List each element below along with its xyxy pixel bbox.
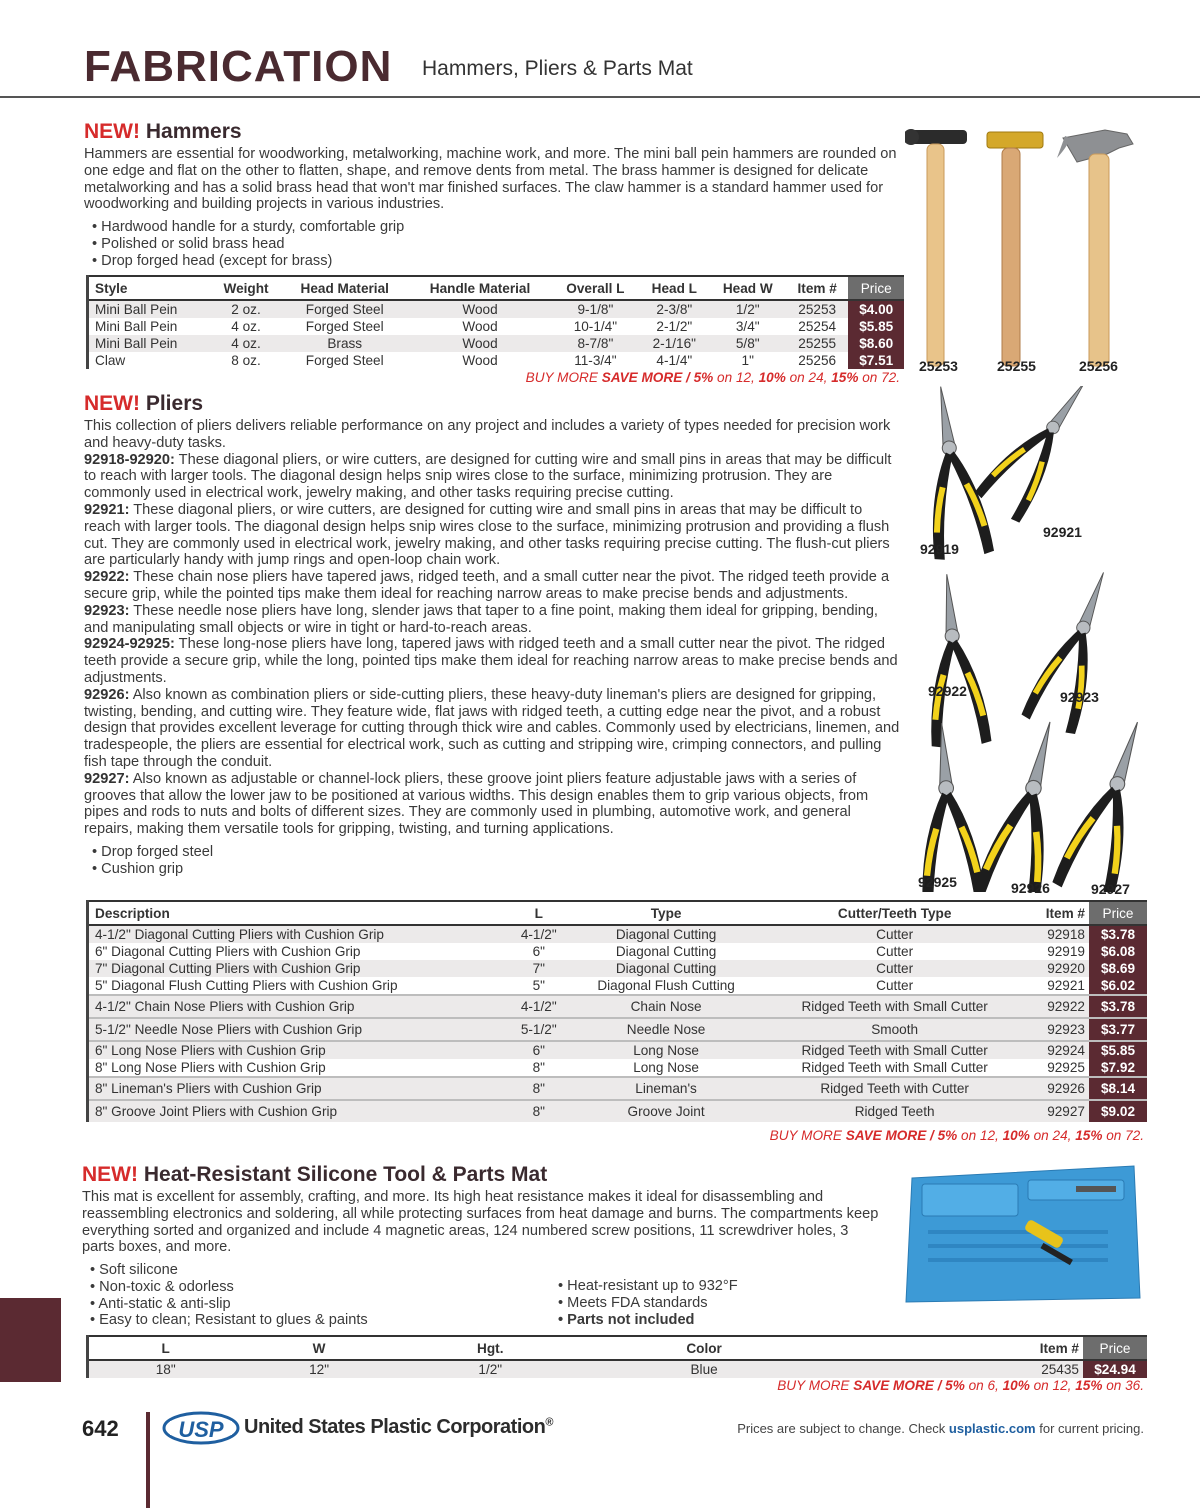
pliers-section	[84, 392, 902, 878]
company-name	[244, 1416, 553, 1439]
table-cell: 8"	[532, 1060, 545, 1075]
diagonal-pliers-icon	[911, 386, 994, 561]
bullet-item: • Hardwood handle for a sturdy, comfortable grip	[92, 219, 902, 236]
col-header: Item #	[823, 1336, 1083, 1360]
discount-3: 15%	[831, 370, 859, 385]
table-cell: 8 oz.	[231, 353, 261, 368]
mat-description: This mat is excellent for assembly, crafting, and more. Its high heat resistance makes it ideal for disassembling and reassembling electronics and soldering, all while protecting surfaces from heat damage and burns. The compartments keep everything sorted and organized and include 4 magnetic areas, 124 numbered screw positions, 11 screwdriver holes, 3 parts boxes, and more.	[82, 1189, 879, 1256]
image-label: 92927	[1091, 881, 1130, 897]
table-cell: Diagonal Flush Cutting	[597, 978, 735, 993]
item-code: 92922:	[84, 569, 130, 586]
buymore-text: on 72.	[1102, 1128, 1144, 1143]
table-cell: 11-3/4"	[574, 353, 617, 368]
table-cell: 1/2"	[710, 300, 786, 318]
pliers-title: Pliers	[145, 392, 204, 415]
table-cell: Mini Ball Pein	[89, 335, 211, 352]
price-cell: $8.60	[848, 335, 904, 352]
table-cell: Diagonal Cutting	[568, 960, 764, 977]
table-cell: Groove Joint	[568, 1100, 764, 1122]
col-header: Price	[1083, 1336, 1147, 1360]
table-cell: 2-3/8"	[639, 300, 709, 318]
table-cell: Claw	[95, 353, 126, 368]
price-cell: $3.78	[1089, 995, 1147, 1018]
table-row	[89, 995, 1147, 1018]
table-cell: 8" Groove Joint Pliers with Cushion Grip	[89, 1100, 509, 1122]
table-cell: Ridged Teeth with Small Cutter	[764, 995, 1025, 1018]
hammers-heading	[84, 120, 902, 144]
hammers-description: Hammers are essential for woodworking, metalworking, machine work, and more. The mini ball pein hammers are rounded on one edge and flat on the other to flatten, shape, and remove dents from metal. The brass hammer is designed for delicate metalworking and has a solid brass head that won't mar finished surfaces. The claw hammer is a standard hammer used for woodworking and building projects in various industries.	[84, 146, 897, 213]
col-header: Item #	[1025, 901, 1089, 925]
new-badge: NEW!	[84, 392, 140, 415]
image-label: 92925	[918, 874, 957, 890]
item-desc: Also known as combination pliers or side-cutting pliers, these heavy-duty lineman's pliers are designed for gripping, twisting, bending, and cutting wire. They feature wide, flat jaws with ridged teeth, a cutting edge near the pivot, and a robust design that provides excellent leverage for cutting through thick wire and cables. Commonly used by electricians, linemen, and tradespeople, the pliers are essential for electrical work, such as cutting and stripping wire, crimping connectors, and pulling fish tape through the conduit.	[84, 686, 900, 770]
claw-hammer-icon	[1057, 130, 1133, 366]
flush-cut-pliers-icon	[974, 386, 1107, 524]
hammers-table	[89, 275, 904, 369]
pricing-note	[737, 1421, 1144, 1436]
table-cell: 3/4"	[735, 319, 760, 334]
bullet-item: • Drop forged head (except for brass)	[92, 253, 902, 270]
bullet-item: • Drop forged steel	[92, 844, 902, 861]
table-cell: 5/8"	[710, 335, 786, 352]
price-cell: $8.14	[1089, 1077, 1147, 1100]
table-cell: 4-1/2"	[509, 995, 568, 1018]
col-header: Price	[1089, 901, 1147, 925]
price-cell: $3.78	[1089, 925, 1147, 943]
table-cell: Mini Ball Pein	[95, 319, 178, 334]
mat-bullets-left	[90, 1262, 368, 1329]
table-header-row	[89, 1336, 1147, 1360]
price-cell: $9.02	[1089, 1100, 1147, 1122]
discount-2: 10%	[1002, 1378, 1030, 1393]
pliers-item-text	[84, 771, 902, 838]
col-header: Description	[89, 901, 509, 925]
table-cell: Lineman's	[568, 1077, 764, 1100]
table-cell: 12"	[242, 1360, 395, 1378]
table-cell: Forged Steel	[305, 319, 384, 334]
price-cell: $7.51	[848, 352, 904, 369]
table-cell: 92925	[1047, 1060, 1085, 1075]
item-code: 92923:	[84, 602, 130, 619]
item-desc: Also known as adjustable or channel-lock pliers, these groove joint pliers feature adjustable jaws with a series of grooves that allow the lower jaw to be positioned at various widths. This design enables them to grip various objects, from pipes and rods to nuts and bolts of different sizes. They are commonly used in plumbing, automotive work, and general repairs, making them versatile tools for gripping, twisting, and turning applications.	[84, 770, 869, 838]
col-header: Type	[568, 901, 764, 925]
header-rule	[0, 96, 1200, 98]
pliers-item-text	[84, 569, 902, 603]
col-header: Head Material	[281, 276, 408, 300]
item-desc: These diagonal pliers, or wire cutters, are designed for cutting wire and small pins in areas that may be difficult to reach with larger tools. The diagonal design helps snip wires close to the surface, minimizing protrusion and providing a flush cut. They are commonly used in electrical work, jewelry making, and other tasks requiring precise cutting. The flush-cut pliers are particularly handy with jump rings and open-loop chain work.	[84, 501, 890, 569]
table-cell: 4-1/4"	[656, 353, 693, 368]
price-cell: $24.94	[1083, 1360, 1147, 1378]
price-cell: $6.02	[1089, 977, 1147, 995]
image-label: 92926	[1011, 880, 1050, 896]
table-header-row	[89, 901, 1147, 925]
table-cell: Blue	[585, 1360, 824, 1378]
pliers-item-text	[84, 603, 902, 637]
image-label: 92923	[1060, 689, 1099, 705]
table-cell: 4-1/2"	[509, 925, 568, 943]
mat-title: Heat-Resistant Silicone Tool & Parts Mat	[143, 1163, 548, 1186]
table-cell: 4-1/2" Chain Nose Pliers with Cushion Grip	[89, 995, 509, 1018]
image-label: 92922	[928, 683, 967, 699]
image-label: 25256	[1079, 358, 1118, 374]
long-nose-pliers-icon	[910, 721, 985, 892]
table-cell: 92923	[1025, 1018, 1089, 1041]
price-cell: $8.69	[1089, 960, 1147, 977]
table-cell: 92920	[1025, 960, 1089, 977]
table-row	[89, 925, 1147, 943]
table-row	[89, 335, 904, 352]
table-cell: 2 oz.	[211, 300, 281, 318]
discount-1: 5%	[693, 370, 714, 385]
table-cell: 6"	[532, 944, 545, 959]
buymore-text: BUY MORE	[777, 1378, 854, 1393]
pliers-description	[84, 418, 902, 838]
bullet-item: • Non-toxic & odorless	[90, 1279, 368, 1296]
item-desc: These long-nose pliers have long, tapered jaws with ridged teeth and a small cutter near the pivot. The ridged teeth provide a secure grip, while the long, pointed tips make them ideal for reaching narrow areas to make precise bends and adjustments.	[84, 636, 898, 686]
col-header: Head W	[710, 276, 786, 300]
pliers-intro: This collection of pliers delivers reliable performance on any project and includes a variety of types needed for precision work and heavy-duty tasks.	[84, 418, 891, 451]
discount-3: 15%	[1075, 1378, 1103, 1393]
mat-section	[82, 1163, 882, 1256]
mat-table	[89, 1335, 1147, 1378]
table-cell: 4 oz.	[231, 319, 261, 334]
bullet-item: • Cushion grip	[92, 861, 902, 878]
hammers-buy-more	[300, 370, 900, 385]
table-row	[89, 352, 904, 369]
discount-3: 15%	[1075, 1128, 1103, 1143]
ball-pein-hammer-icon	[905, 129, 967, 366]
table-row	[89, 1360, 1147, 1378]
col-header: Handle Material	[408, 276, 551, 300]
table-cell: Smooth	[764, 1018, 1025, 1041]
table-cell: 10-1/4"	[573, 319, 618, 334]
table-cell: 5-1/2"	[509, 1018, 568, 1041]
bullet-item: • Parts not included	[558, 1312, 738, 1329]
col-header: L	[509, 901, 568, 925]
buymore-text: on 24,	[1029, 1128, 1076, 1143]
item-code: 92927:	[84, 770, 130, 787]
table-cell: Needle Nose	[568, 1018, 764, 1041]
col-header: Style	[89, 276, 211, 300]
category-title: FABRICATION	[84, 42, 393, 91]
table-cell: 6"	[509, 1041, 568, 1059]
table-cell: 5" Diagonal Flush Cutting Pliers with Cushion Grip	[95, 978, 398, 993]
groove-joint-pliers-icon	[1052, 712, 1150, 892]
chain-nose-pliers-icon	[917, 572, 992, 749]
note-text: Prices are subject to change. Check	[737, 1421, 949, 1436]
usp-logo-icon	[162, 1410, 240, 1446]
image-label: 25255	[997, 358, 1036, 374]
table-cell: 8"	[509, 1100, 568, 1122]
brass-hammer-icon	[987, 132, 1043, 366]
page-number: 642	[82, 1416, 119, 1441]
table-header-row	[89, 276, 904, 300]
hammers-section	[84, 120, 902, 270]
buymore-text: on 6,	[964, 1378, 1003, 1393]
pliers-item-text	[84, 636, 902, 686]
table-cell: 8"	[509, 1077, 568, 1100]
bullet-item: • Easy to clean; Resistant to glues & paints	[90, 1312, 368, 1329]
table-cell: 7" Diagonal Cutting Pliers with Cushion Grip	[89, 960, 509, 977]
pliers-item-text	[84, 687, 902, 771]
price-cell: $5.85	[1089, 1041, 1147, 1059]
table-cell: Mini Ball Pein	[89, 300, 211, 318]
table-cell: Wood	[408, 300, 551, 318]
table-cell: 2-1/16"	[639, 335, 709, 352]
table-row	[89, 300, 904, 318]
buymore-bold: SAVE MORE /	[853, 1378, 946, 1393]
pliers-image	[904, 386, 1150, 892]
bullet-item: • Polished or solid brass head	[92, 236, 902, 253]
table-cell: 92919	[1047, 944, 1085, 959]
table-cell: 7"	[509, 960, 568, 977]
hammers-bullets	[92, 219, 902, 269]
image-label: 92919	[920, 541, 959, 557]
table-cell: 2-1/2"	[656, 319, 693, 334]
table-cell: 1/2"	[396, 1360, 585, 1378]
company-text: United States Plastic Corporation	[244, 1416, 546, 1438]
table-cell: Wood	[462, 353, 498, 368]
table-cell: Ridged Teeth with Small Cutter	[801, 1060, 988, 1075]
item-desc: These chain nose pliers have tapered jaws, ridged teeth, and a small cutter near the pivot. The ridged teeth provide a secure grip, while the pointed tips make them ideal for reaching narrow areas to make precise bends and adjustments.	[84, 569, 890, 602]
col-header: Item #	[786, 276, 848, 300]
item-code: 92921:	[84, 501, 130, 518]
table-row	[89, 1041, 1147, 1059]
pliers-item-text	[84, 452, 902, 502]
table-cell: Diagonal Cutting	[615, 944, 717, 959]
mat-buy-more	[544, 1378, 1144, 1393]
table-cell: 8-7/8"	[552, 335, 639, 352]
table-cell: 5"	[532, 978, 545, 993]
needle-nose-pliers-icon	[1021, 563, 1130, 736]
pliers-heading	[84, 392, 902, 416]
col-header: Head L	[639, 276, 709, 300]
table-cell: 6" Long Nose Pliers with Cushion Grip	[89, 1041, 509, 1059]
buymore-text: on 36.	[1102, 1378, 1144, 1393]
item-desc: These diagonal pliers, or wire cutters, are designed for cutting wire and small pins in areas that may be difficult to reach with larger tools. The diagonal design helps snip wires close to the surface, minimizing protrusion. They are commonly used in electrical work, jewelry making, and other tasks requiring precise cutting.	[84, 451, 892, 502]
item-desc: These needle nose pliers have long, slender jaws that taper to a fine point, making them ideal for gripping, bending, and manipulating small objects or wire in tight or hard-to-reach areas.	[84, 602, 878, 636]
note-text: for current pricing.	[1035, 1421, 1144, 1436]
table-cell: Long Nose	[633, 1060, 699, 1075]
item-code: 92926:	[84, 686, 130, 703]
mat-bullets-right	[558, 1278, 738, 1328]
col-header: Color	[585, 1336, 824, 1360]
table-row	[89, 960, 1147, 977]
table-cell: 25254	[798, 319, 837, 334]
table-cell: 8" Long Nose Pliers with Cushion Grip	[95, 1060, 326, 1075]
col-header: Weight	[211, 276, 281, 300]
hammers-title: Hammers	[145, 120, 242, 143]
table-cell: Cutter	[764, 925, 1025, 943]
table-cell: 25253	[786, 300, 848, 318]
bullet-item: • Meets FDA standards	[558, 1295, 738, 1312]
logo-text: USP	[178, 1417, 224, 1442]
col-header: Cutter/Teeth Type	[764, 901, 1025, 925]
col-header: L	[89, 1336, 242, 1360]
table-cell: 4-1/2" Diagonal Cutting Pliers with Cushion Grip	[89, 925, 509, 943]
col-header: Price	[848, 276, 904, 300]
buymore-text: on 12,	[713, 370, 759, 385]
col-header: Hgt.	[396, 1336, 585, 1360]
item-code: 92924-92925:	[84, 636, 175, 653]
pliers-bullets	[92, 844, 902, 878]
table-cell: 1"	[741, 353, 754, 368]
table-cell: 18"	[89, 1360, 242, 1378]
footer-divider	[146, 1412, 150, 1508]
table-row	[89, 1100, 1147, 1122]
discount-1: 5%	[937, 1128, 958, 1143]
buymore-text: BUY MORE	[769, 1128, 846, 1143]
table-row	[89, 1059, 1147, 1077]
table-cell: 8" Lineman's Pliers with Cushion Grip	[89, 1077, 509, 1100]
buymore-text: on 12,	[1029, 1378, 1076, 1393]
table-cell: Brass	[281, 335, 408, 352]
table-cell: Diagonal Cutting	[568, 925, 764, 943]
table-row	[89, 1077, 1147, 1100]
table-cell: Cutter	[876, 978, 914, 993]
buymore-text: on 24,	[785, 370, 832, 385]
registered-mark: ®	[545, 1416, 553, 1429]
price-cell: $3.77	[1089, 1018, 1147, 1041]
website-link[interactable]: usplastic.com	[948, 1421, 1036, 1436]
pliers-buy-more	[544, 1128, 1144, 1143]
table-cell: Wood	[408, 335, 551, 352]
mat-heading	[82, 1163, 882, 1187]
table-cell: 92927	[1025, 1100, 1089, 1122]
table-cell: Forged Steel	[281, 300, 408, 318]
table-cell: 92918	[1025, 925, 1089, 943]
hammers-table-wrap	[86, 275, 904, 369]
section-side-tab	[0, 1298, 61, 1382]
price-cell: $5.85	[848, 318, 904, 335]
discount-1: 5%	[945, 1378, 965, 1393]
table-cell: 9-1/8"	[552, 300, 639, 318]
col-header: W	[242, 1336, 395, 1360]
buymore-bold: SAVE MORE /	[601, 370, 694, 385]
table-cell: Cutter	[876, 944, 914, 959]
table-cell: Cutter	[764, 960, 1025, 977]
table-cell: 4 oz.	[211, 335, 281, 352]
table-cell: 25435	[823, 1360, 1083, 1378]
col-header: Overall L	[552, 276, 639, 300]
table-cell: 92922	[1025, 995, 1089, 1018]
table-row	[89, 977, 1147, 995]
table-cell: Ridged Teeth with Cutter	[764, 1077, 1025, 1100]
pliers-item-text	[84, 502, 902, 569]
buymore-text: on 12,	[957, 1128, 1003, 1143]
mat-table-wrap	[86, 1335, 1147, 1378]
table-cell: 6" Diagonal Cutting Pliers with Cushion Grip	[95, 944, 361, 959]
buymore-bold: SAVE MORE /	[845, 1128, 938, 1143]
pliers-table-wrap	[86, 900, 1147, 1122]
table-row	[89, 1018, 1147, 1041]
table-cell: 25256	[798, 353, 837, 368]
image-label: 25253	[919, 358, 958, 374]
bullet-item: • Anti-static & anti-slip	[90, 1296, 368, 1313]
image-label: 92921	[1043, 524, 1082, 540]
pliers-table	[89, 900, 1147, 1122]
table-cell: Forged Steel	[305, 353, 384, 368]
table-cell: Long Nose	[568, 1041, 764, 1059]
table-cell: 92926	[1025, 1077, 1089, 1100]
discount-2: 10%	[1002, 1128, 1030, 1143]
buymore-text: BUY MORE	[525, 370, 602, 385]
new-badge: NEW!	[82, 1163, 138, 1186]
table-cell: 5-1/2" Needle Nose Pliers with Cushion Grip	[89, 1018, 509, 1041]
table-cell: Chain Nose	[568, 995, 764, 1018]
price-cell: $4.00	[848, 300, 904, 318]
table-row	[89, 318, 904, 335]
price-cell: $7.92	[1089, 1059, 1147, 1077]
hammers-image	[905, 118, 1155, 374]
discount-2: 10%	[758, 370, 786, 385]
table-row	[89, 943, 1147, 960]
table-cell: 25255	[786, 335, 848, 352]
table-cell: 92924	[1025, 1041, 1089, 1059]
category-subtitle: Hammers, Pliers & Parts Mat	[422, 57, 693, 80]
item-code: 92918-92920:	[84, 451, 175, 468]
price-cell: $6.08	[1089, 943, 1147, 960]
table-cell: Ridged Teeth with Small Cutter	[764, 1041, 1025, 1059]
table-cell: Wood	[462, 319, 498, 334]
silicone-mat-image	[898, 1160, 1144, 1306]
bullet-item: • Soft silicone	[90, 1262, 368, 1279]
table-cell: Ridged Teeth	[764, 1100, 1025, 1122]
buymore-text: on 72.	[858, 370, 900, 385]
new-badge: NEW!	[84, 120, 140, 143]
bullet-item: • Heat-resistant up to 932°F	[558, 1278, 738, 1295]
table-cell: 92921	[1047, 978, 1085, 993]
